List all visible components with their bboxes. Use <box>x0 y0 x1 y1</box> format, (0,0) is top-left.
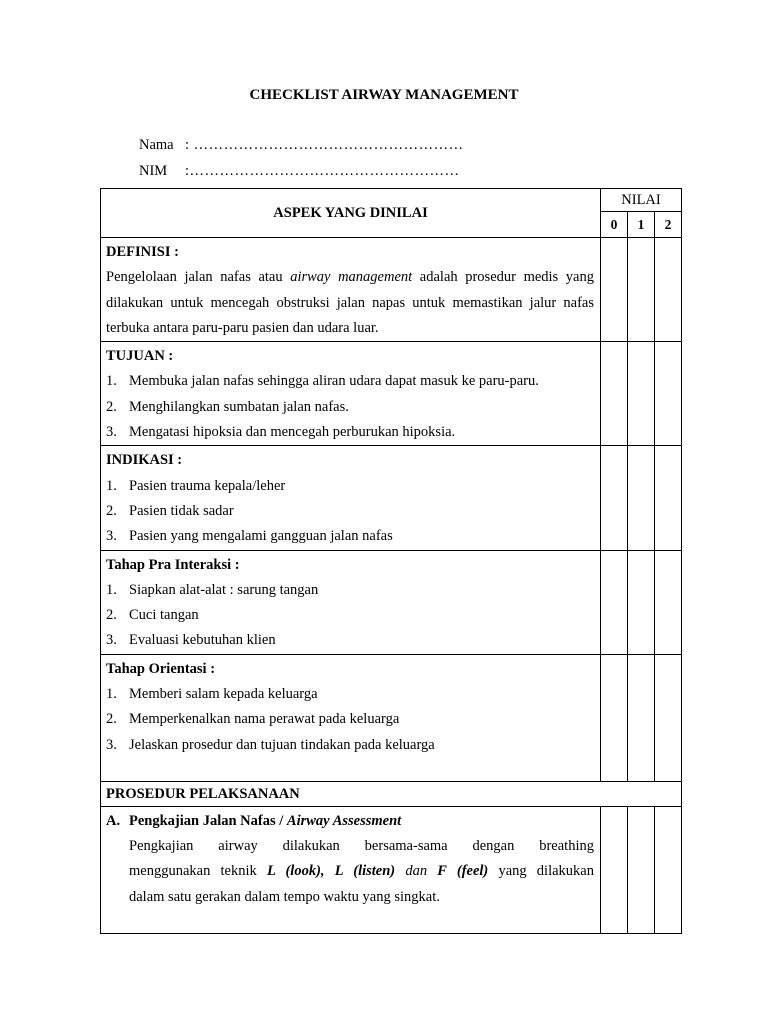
score-cell-2[interactable] <box>655 238 682 342</box>
nim-field[interactable] <box>139 163 460 180</box>
nama-value[interactable]: : ……………………………………………… <box>185 137 464 153</box>
tujuan-list <box>106 369 594 445</box>
score-cell-0[interactable] <box>601 654 628 781</box>
list-item: 2. Cuci tangan <box>106 607 199 624</box>
list-item: 3. Mengatasi hipoksia dan mencegah perburukan hipoksia. <box>106 424 456 441</box>
score-cell-2[interactable] <box>655 654 682 781</box>
score-cell-2[interactable] <box>655 806 682 933</box>
section-pra-interaksi <box>101 550 601 654</box>
score-cell-2[interactable] <box>655 342 682 446</box>
list-item: 1. Siapkan alat-alat : sarung tangan <box>106 581 319 598</box>
score-cell-1[interactable] <box>628 238 655 342</box>
score-cell-2[interactable] <box>655 550 682 654</box>
list-item: 3. Pasien yang mengalami gangguan jalan nafas <box>106 528 393 545</box>
list-item: 1. Memberi salam kepada keluarga <box>106 686 318 703</box>
score-cell-0[interactable] <box>601 342 628 446</box>
assessment-line-1: Pengkajian airway dilakukan bersama-sama dengan breathing <box>129 838 594 855</box>
score-cell-2[interactable] <box>655 446 682 550</box>
header-nilai: NILAI <box>601 189 682 212</box>
score-header-2: 2 <box>655 212 682 238</box>
score-cell-1[interactable] <box>628 446 655 550</box>
score-cell-0[interactable] <box>601 806 628 933</box>
list-item: 3. Jelaskan prosedur dan tujuan tindakan pada keluarga <box>106 736 435 753</box>
definisi-heading: DEFINISI : <box>106 244 179 260</box>
score-header-0: 0 <box>601 212 628 238</box>
indikasi-list <box>106 474 594 550</box>
score-header-1: 1 <box>628 212 655 238</box>
list-item: 1. Membuka jalan nafas sehingga aliran udara dapat masuk ke paru-paru. <box>106 373 539 390</box>
assessment-title: A. Pengkajian Jalan Nafas / Airway Assessment <box>106 812 402 829</box>
score-cell-1[interactable] <box>628 342 655 446</box>
list-item: 3. Evaluasi kebutuhan klien <box>106 632 276 649</box>
checklist-table <box>100 188 682 934</box>
section-orientasi <box>101 654 601 781</box>
nama-label: Nama <box>139 137 174 153</box>
list-item: 2. Menghilangkan sumbatan jalan nafas. <box>106 398 349 415</box>
score-cell-1[interactable] <box>628 654 655 781</box>
prosedur-heading: PROSEDUR PELAKSANAAN <box>101 781 682 806</box>
tujuan-heading: TUJUAN : <box>106 348 174 365</box>
pra-interaksi-heading: Tahap Pra Interaksi : <box>106 556 240 573</box>
list-item: 2. Pasien tidak sadar <box>106 502 234 519</box>
section-tujuan <box>101 342 601 446</box>
orientasi-list <box>106 682 594 758</box>
orientasi-heading: Tahap Orientasi : <box>106 660 216 677</box>
score-cell-0[interactable] <box>601 238 628 342</box>
definisi-text: Pengelolaan jalan nafas atau airway management adalah prosedur medis yang dilakukan untuk mencegah obstruksi jalan napas untuk memastikan jalur nafas terbuka antara paru-paru pasien dan udara luar. <box>106 269 594 336</box>
section-indikasi <box>101 446 601 550</box>
pra-interaksi-list <box>106 578 594 654</box>
indikasi-heading: INDIKASI : <box>106 452 183 469</box>
score-cell-0[interactable] <box>601 446 628 550</box>
section-airway-assessment <box>101 806 601 933</box>
assessment-line-2: menggunakan teknik L (look), L (listen) dan F (feel) yang dilakukan <box>129 863 594 880</box>
score-cell-0[interactable] <box>601 550 628 654</box>
score-cell-1[interactable] <box>628 550 655 654</box>
document-title: CHECKLIST AIRWAY MANAGEMENT <box>249 87 519 103</box>
header-aspek: ASPEK YANG DINILAI <box>101 189 601 238</box>
score-cell-1[interactable] <box>628 806 655 933</box>
nama-field[interactable] <box>139 137 464 154</box>
section-definisi <box>101 238 601 342</box>
nim-label: NIM <box>139 163 168 179</box>
nim-value[interactable]: :……………………………………………… <box>185 163 460 179</box>
list-item: 1. Pasien trauma kepala/leher <box>106 477 286 494</box>
list-item: 2. Memperkenalkan nama perawat pada keluarga <box>106 711 400 728</box>
assessment-line-3: dalam satu gerakan dalam tempo waktu yang singkat. <box>129 888 440 905</box>
